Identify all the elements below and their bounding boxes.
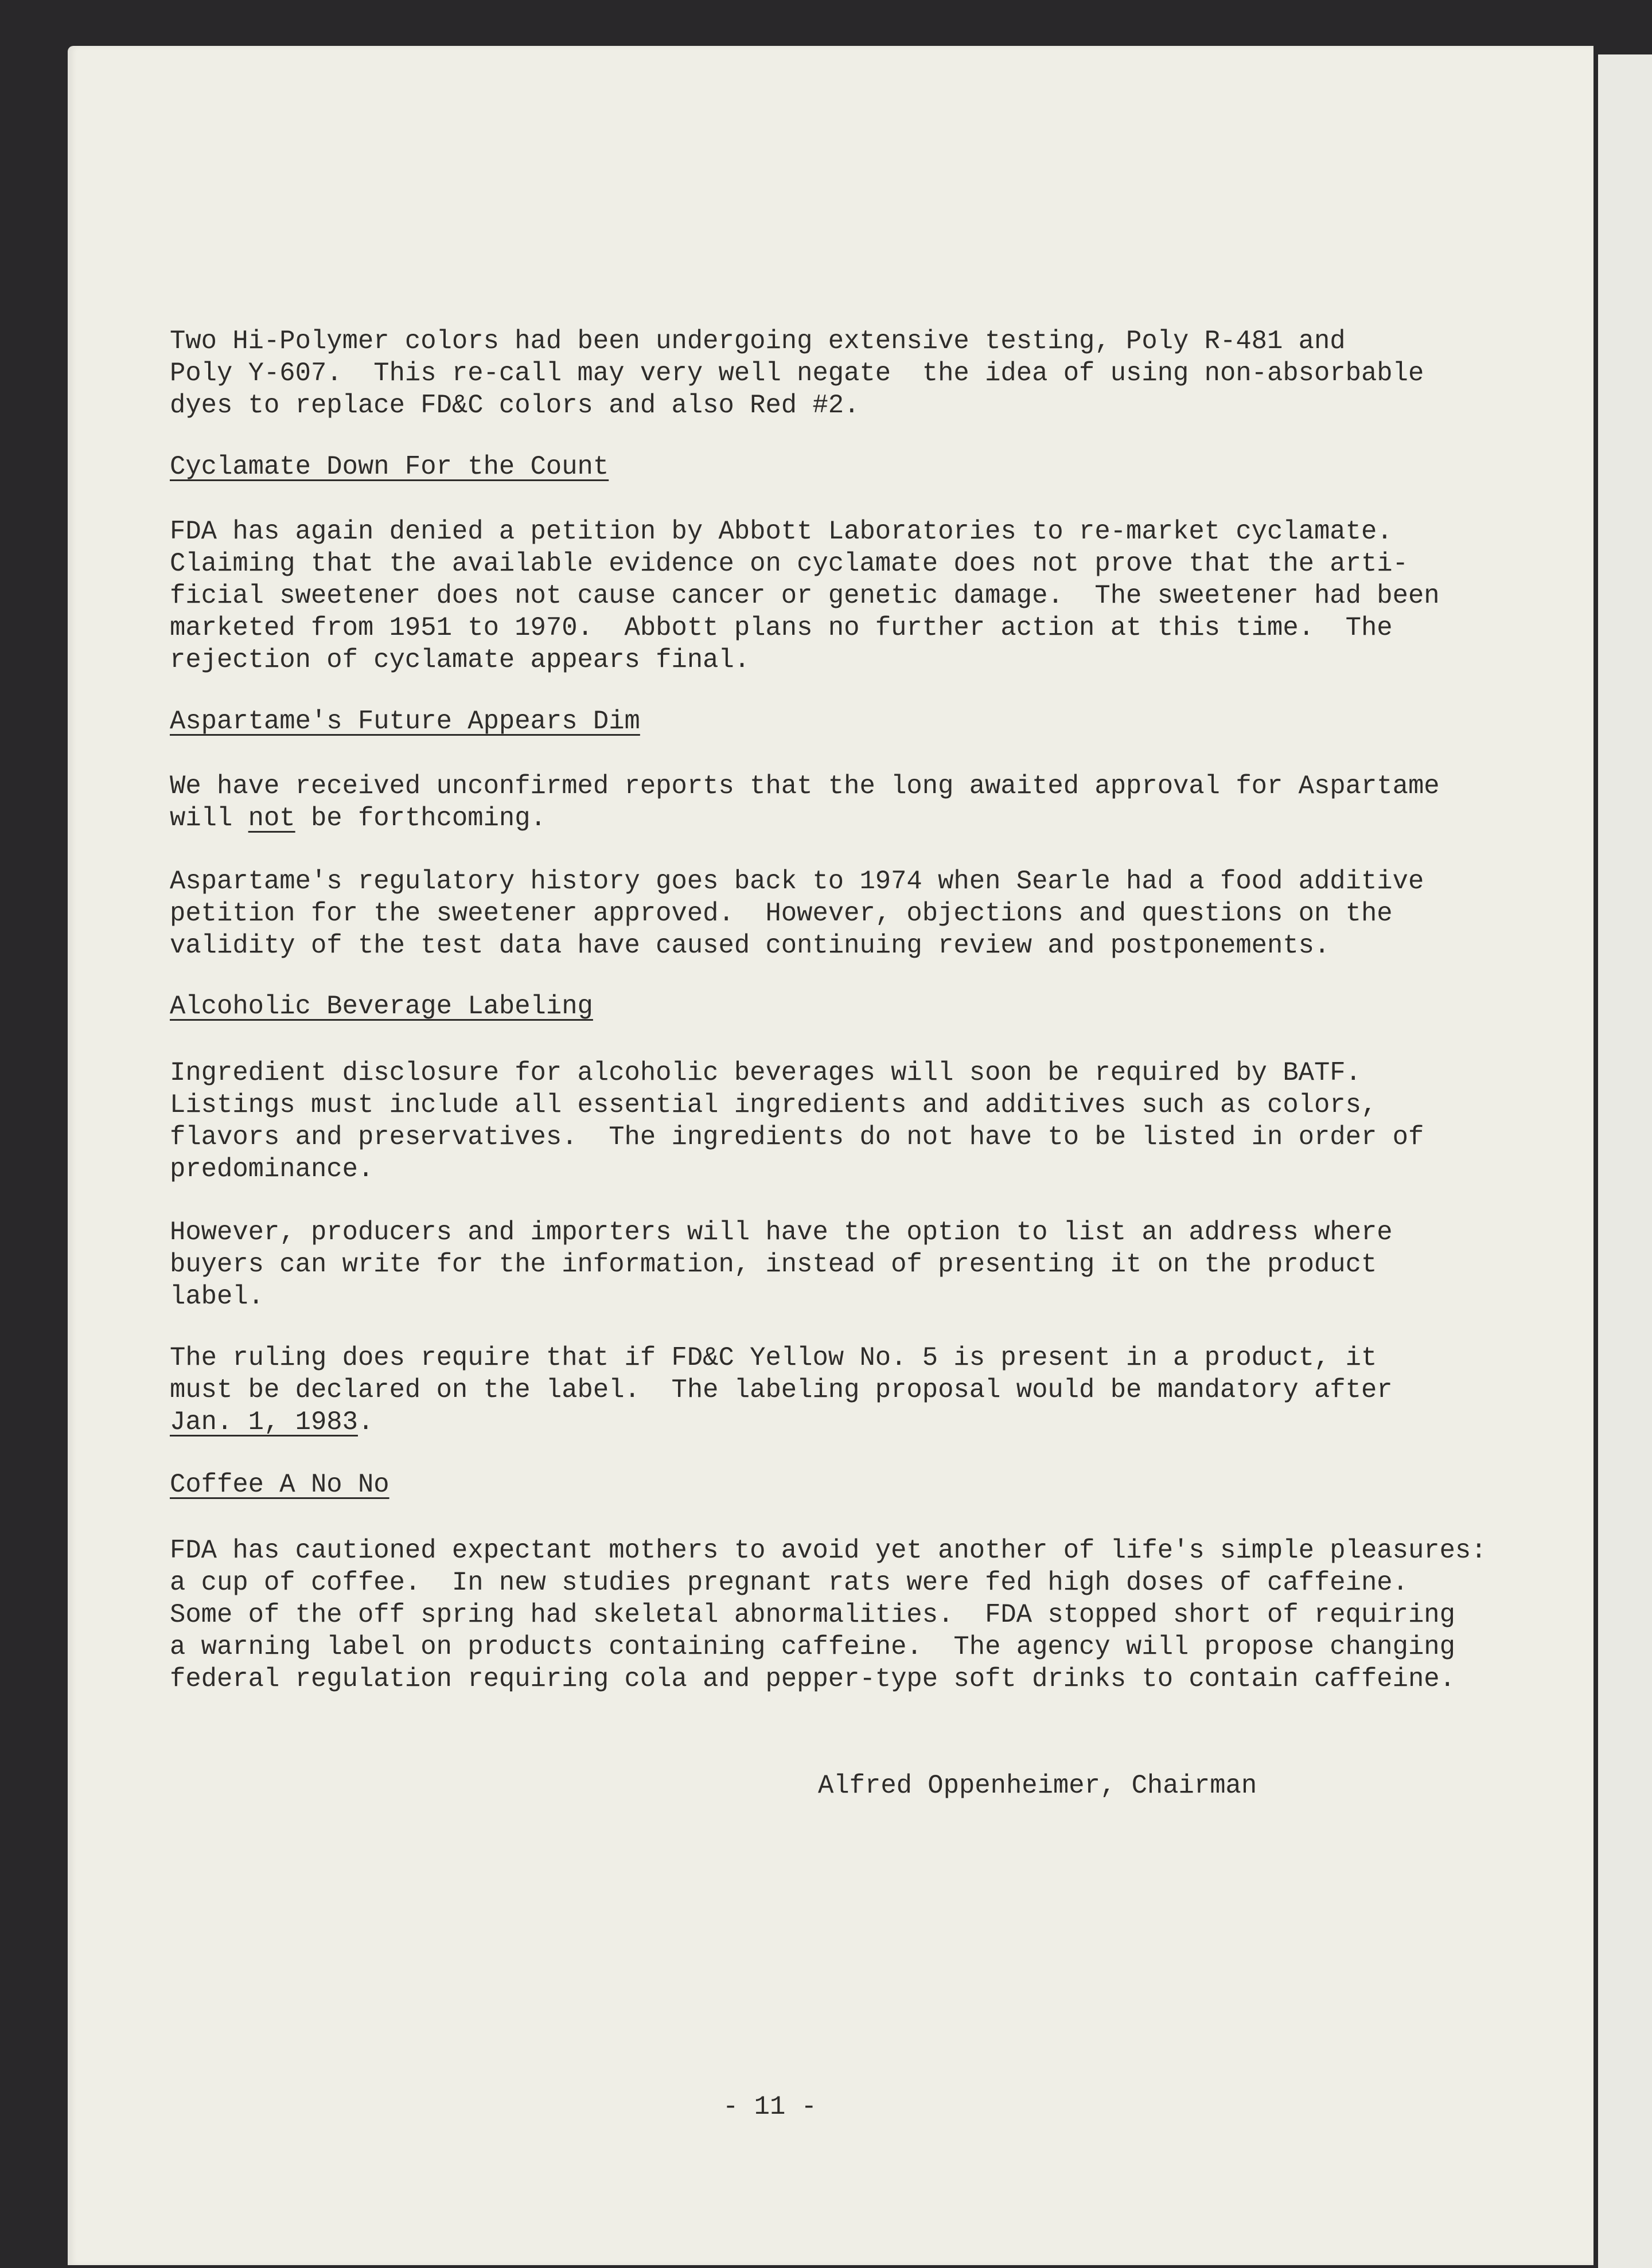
text-line: petition for the sweetener approved. However, objections and questions on the <box>170 899 1393 928</box>
text-line: However, producers and importers will have the option to list an address where <box>170 1217 1393 1247</box>
heading-text: Coffee A No No <box>170 1470 389 1500</box>
paragraph <box>170 325 1424 421</box>
paragraph <box>170 865 1424 962</box>
text-line: The ruling does require that if FD&C Yellow No. 5 is present in a product, it <box>170 1343 1377 1373</box>
heading-text: Cyclamate Down For the Count <box>170 452 609 482</box>
text-line: a warning label on products containing caffeine. The agency will propose changing <box>170 1632 1455 1662</box>
text-line: flavors and preservatives. The ingredients do not have to be listed in order of <box>170 1122 1424 1152</box>
heading-text: Alcoholic Beverage Labeling <box>170 991 593 1021</box>
text-line: ficial sweetener does not cause cancer or genetic damage. The sweetener had been <box>170 581 1440 611</box>
text-line: Aspartame's regulatory history goes back to 1974 when Searle had a food additive <box>170 866 1424 896</box>
paragraph <box>170 1342 1393 1438</box>
text-line: buyers can write for the information, instead of presenting it on the product <box>170 1250 1377 1279</box>
text-line: FDA has again denied a petition by Abbott Laboratories to re-market cyclamate. <box>170 517 1393 546</box>
text-line: must be declared on the label. The labeling proposal would be mandatory after <box>170 1375 1393 1405</box>
text-line: dyes to replace FD&C colors and also Red #2. <box>170 391 860 420</box>
text-segment: will <box>170 803 248 833</box>
text-line <box>170 802 1440 834</box>
text-segment: . <box>357 1407 374 1437</box>
text-line: Some of the off spring had skeletal abnormalities. FDA stopped short of requiring <box>170 1600 1455 1630</box>
text-line: validity of the test data have caused continuing review and postponements. <box>170 931 1330 961</box>
heading-text: Aspartame's Future Appears Dim <box>170 706 640 736</box>
text-line: a cup of coffee. In new studies pregnant rats were fed high doses of caffeine. <box>170 1568 1408 1598</box>
paragraph <box>170 770 1440 834</box>
underlined-text: not <box>248 803 295 833</box>
text-line: Claiming that the available evidence on cyclamate does not prove that the arti- <box>170 549 1408 579</box>
section-heading <box>170 705 640 737</box>
section-heading <box>170 990 593 1022</box>
paragraph <box>170 1216 1393 1313</box>
paragraph <box>170 1057 1424 1185</box>
text-segment: be forthcoming. <box>295 803 546 833</box>
text-line: Poly Y-607. This re-call may very well negate the idea of using non-absorbable <box>170 358 1424 388</box>
text-line: label. <box>170 1282 264 1311</box>
section-heading <box>170 1469 389 1501</box>
text-line: Two Hi-Polymer colors had been undergoing extensive testing, Poly R-481 and <box>170 326 1346 356</box>
text-line: Listings must include all essential ingredients and additives such as colors, <box>170 1090 1377 1120</box>
signature: Alfred Oppenheimer, Chairman <box>818 1771 1257 1801</box>
text-line <box>170 1406 1393 1438</box>
underlined-text: Jan. 1, 1983 <box>170 1407 358 1437</box>
text-line: FDA has cautioned expectant mothers to avoid yet another of life's simple pleasures: <box>170 1536 1487 1566</box>
text-line: federal regulation requiring cola and pepper-type soft drinks to contain caffeine. <box>170 1664 1455 1694</box>
section-heading <box>170 451 609 483</box>
paragraph <box>170 516 1440 676</box>
paragraph <box>170 1535 1487 1695</box>
text-line: marketed from 1951 to 1970. Abbott plans no further action at this time. The <box>170 613 1393 643</box>
adjacent-page-edge <box>1598 54 1652 2268</box>
text-line: predominance. <box>170 1154 374 1184</box>
text-line: We have received unconfirmed reports that the long awaited approval for Aspartame <box>170 771 1440 801</box>
text-line: rejection of cyclamate appears final. <box>170 645 750 675</box>
page-number: - 11 - <box>723 2092 817 2122</box>
text-line: Ingredient disclosure for alcoholic beverages will soon be required by BATF. <box>170 1058 1361 1088</box>
